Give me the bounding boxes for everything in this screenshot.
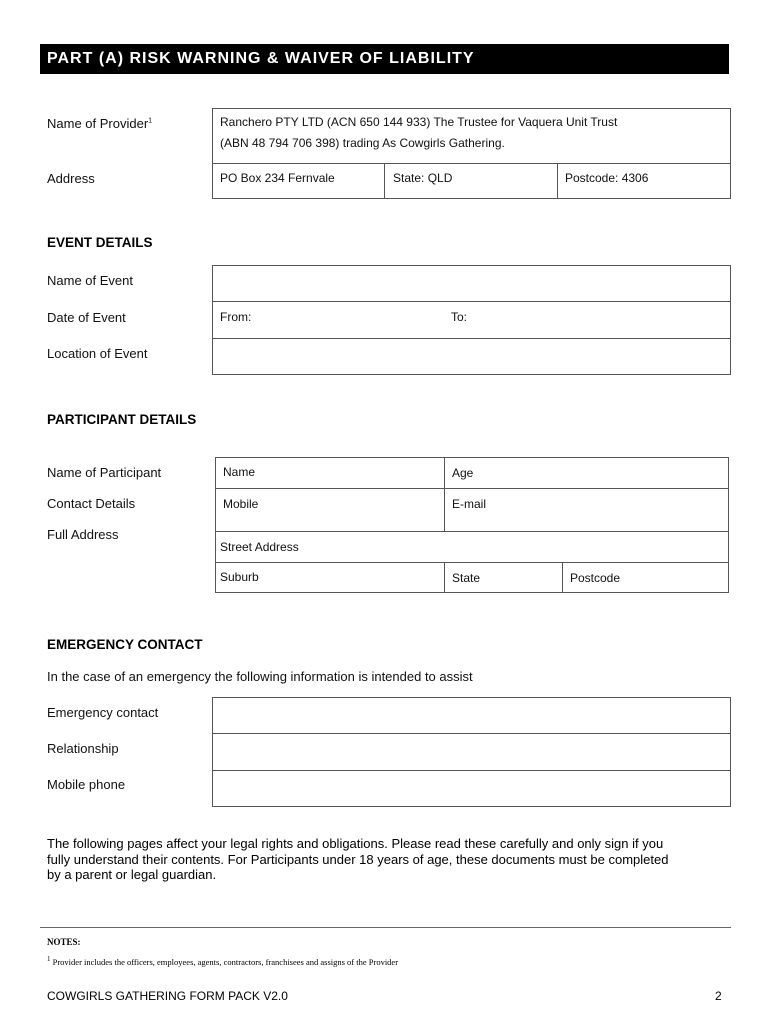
provider-po-box: PO Box 234 Fernvale: [220, 171, 335, 185]
provider-name-line2: (ABN 48 794 706 398) trading As Cowgirls Gathering.: [220, 136, 505, 150]
event-date-from-label[interactable]: From:: [220, 310, 252, 324]
divider: [562, 562, 563, 593]
event-date-label: Date of Event: [47, 310, 126, 325]
emergency-intro: In the case of an emergency the following information is intended to assist: [47, 669, 473, 684]
divider: [215, 531, 729, 532]
provider-address-label: Address: [47, 171, 95, 186]
provider-name-line1: Ranchero PTY LTD (ACN 650 144 933) The Trustee for Vaquera Unit Trust: [220, 115, 618, 129]
event-name-label: Name of Event: [47, 273, 133, 288]
divider: [444, 457, 445, 531]
emergency-contact-heading: EMERGENCY CONTACT: [47, 637, 203, 652]
divider: [557, 163, 558, 199]
participant-postcode-field[interactable]: Postcode: [570, 571, 621, 585]
divider: [384, 163, 385, 199]
divider: [215, 562, 729, 563]
participant-details-heading: PARTICIPANT DETAILS: [47, 412, 197, 427]
participant-contact-label: Contact Details: [47, 496, 136, 511]
participant-email-field[interactable]: E-mail: [452, 497, 487, 511]
emergency-relationship-field[interactable]: [213, 734, 730, 769]
emergency-mobile-label: Mobile phone: [47, 777, 126, 792]
emergency-relationship-label: Relationship: [47, 741, 119, 756]
divider: [444, 562, 445, 593]
page-title: PART (A) RISK WARNING & WAIVER OF LIABILITY: [40, 44, 729, 74]
footer-title: COWGIRLS GATHERING FORM PACK V2.0: [47, 989, 288, 1003]
participant-street-field[interactable]: Street Address: [220, 540, 299, 554]
emergency-contact-label: Emergency contact: [47, 705, 159, 720]
divider: [215, 488, 729, 489]
footnote-text: Provider includes the officers, employees, agents, contractors, franchisees and assigns of the Provider: [52, 956, 399, 967]
provider-state: State: QLD: [393, 171, 453, 185]
footnote: [47, 955, 398, 967]
provider-name-label: [47, 116, 152, 131]
participant-age-field[interactable]: Age: [452, 466, 474, 480]
event-date-to-label[interactable]: To:: [451, 310, 468, 324]
event-name-field[interactable]: [213, 266, 730, 301]
footnote-marker: 1: [148, 117, 153, 125]
provider-name-label-text: Name of Provider: [47, 116, 149, 131]
emergency-contact-field[interactable]: [213, 698, 730, 733]
event-location-label: Location of Event: [47, 346, 148, 361]
legal-notice-line3: by a parent or legal guardian.: [47, 867, 217, 882]
event-location-field[interactable]: [213, 339, 730, 374]
notes-divider: [40, 927, 731, 928]
divider: [212, 163, 731, 164]
participant-suburb-field[interactable]: Suburb: [220, 570, 259, 584]
participant-name-field[interactable]: Name: [223, 465, 256, 479]
participant-name-label: Name of Participant: [47, 465, 162, 480]
participant-state-field[interactable]: State: [452, 571, 481, 585]
notes-title: NOTES:: [47, 937, 81, 947]
divider: [212, 301, 731, 302]
participant-mobile-field[interactable]: Mobile: [223, 497, 259, 511]
participant-address-label: Full Address: [47, 527, 119, 542]
emergency-mobile-field[interactable]: [213, 771, 730, 806]
legal-notice-line2: fully understand their contents. For Participants under 18 years of age, these documents must be completed: [47, 851, 669, 867]
footnote-marker: 1: [47, 955, 51, 963]
provider-postcode: Postcode: 4306: [565, 171, 649, 185]
legal-notice-line1: The following pages affect your legal rights and obligations. Please read these carefully and only sign if you: [47, 836, 664, 851]
page-number: 2: [715, 989, 722, 1003]
event-details-heading: EVENT DETAILS: [47, 235, 153, 250]
legal-notice: [47, 836, 737, 883]
